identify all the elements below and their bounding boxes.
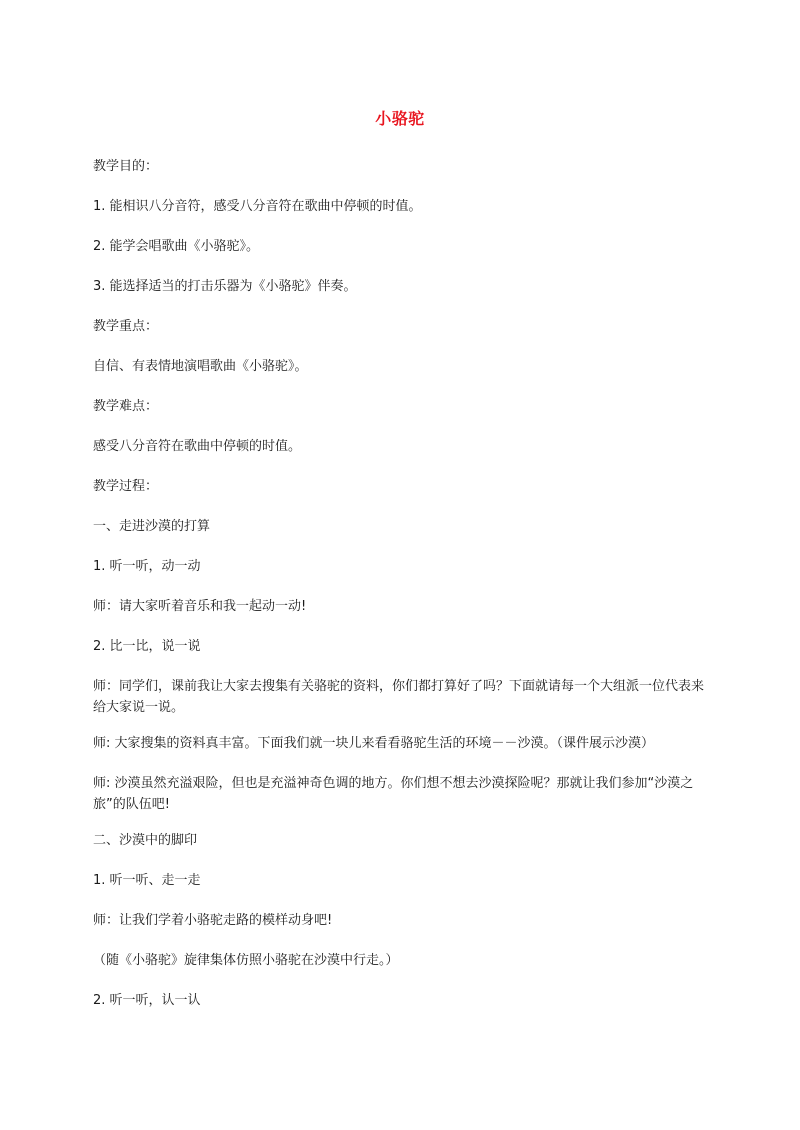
paragraph: 师: 大家搜集的资料真丰富。下面我们就一块儿来看看骆驼生活的环境－－沙漠。（课件展示沙漠）	[93, 736, 655, 751]
paragraph: 2. 比一比，说一说	[93, 639, 201, 654]
paragraph: 教学过程：	[93, 479, 159, 494]
section-heading: 二、沙漠中的脚印	[93, 833, 198, 848]
paragraph: 1. 听一听、走一走	[93, 873, 201, 888]
paragraph: 教学重点：	[93, 319, 159, 334]
paragraph: 师: 沙漠虽然充溢艰险，但也是充溢神奇色调的地方。你们想不想去沙漠探险呢？那就让我们参加“沙漠之旅”的队伍吧!	[93, 776, 694, 812]
section-heading: 一、走进沙漠的打算	[93, 519, 211, 534]
paragraph: 师：请大家听着音乐和我一起动一动!	[93, 599, 307, 614]
paragraph: 2. 能学会唱歌曲《小骆驼》。	[93, 239, 260, 254]
paragraph: 教学目的：	[93, 159, 159, 174]
paragraph: 1. 听一听，动一动	[93, 559, 201, 574]
paragraph: 自信、有表情地演唱歌曲《小骆驼》。	[93, 359, 308, 374]
paragraph: 教学难点：	[93, 399, 159, 414]
document-body	[93, 156, 713, 1030]
paragraph: 感受八分音符在歌曲中停顿的时值。	[93, 439, 302, 454]
paragraph: （随《小骆驼》旋律集体仿照小骆驼在沙漠中行走。）	[93, 953, 399, 968]
document-title: 小骆驼	[375, 109, 425, 128]
paragraph: 师：让我们学着小骆驼走路的模样动身吧!	[93, 913, 333, 928]
paragraph: 1. 能相识八分音符，感受八分音符在歌曲中停顿的时值。	[93, 199, 422, 214]
paragraph: 师：同学们，课前我让大家去搜集有关骆驼的资料，你们都打算好了吗？下面就请每一个大组派一位代表来给大家说一说。	[93, 679, 705, 715]
paragraph: 3. 能选择适当的打击乐器为《小骆驼》伴奏。	[93, 279, 357, 294]
paragraph: 2. 听一听，认一认	[93, 993, 201, 1008]
